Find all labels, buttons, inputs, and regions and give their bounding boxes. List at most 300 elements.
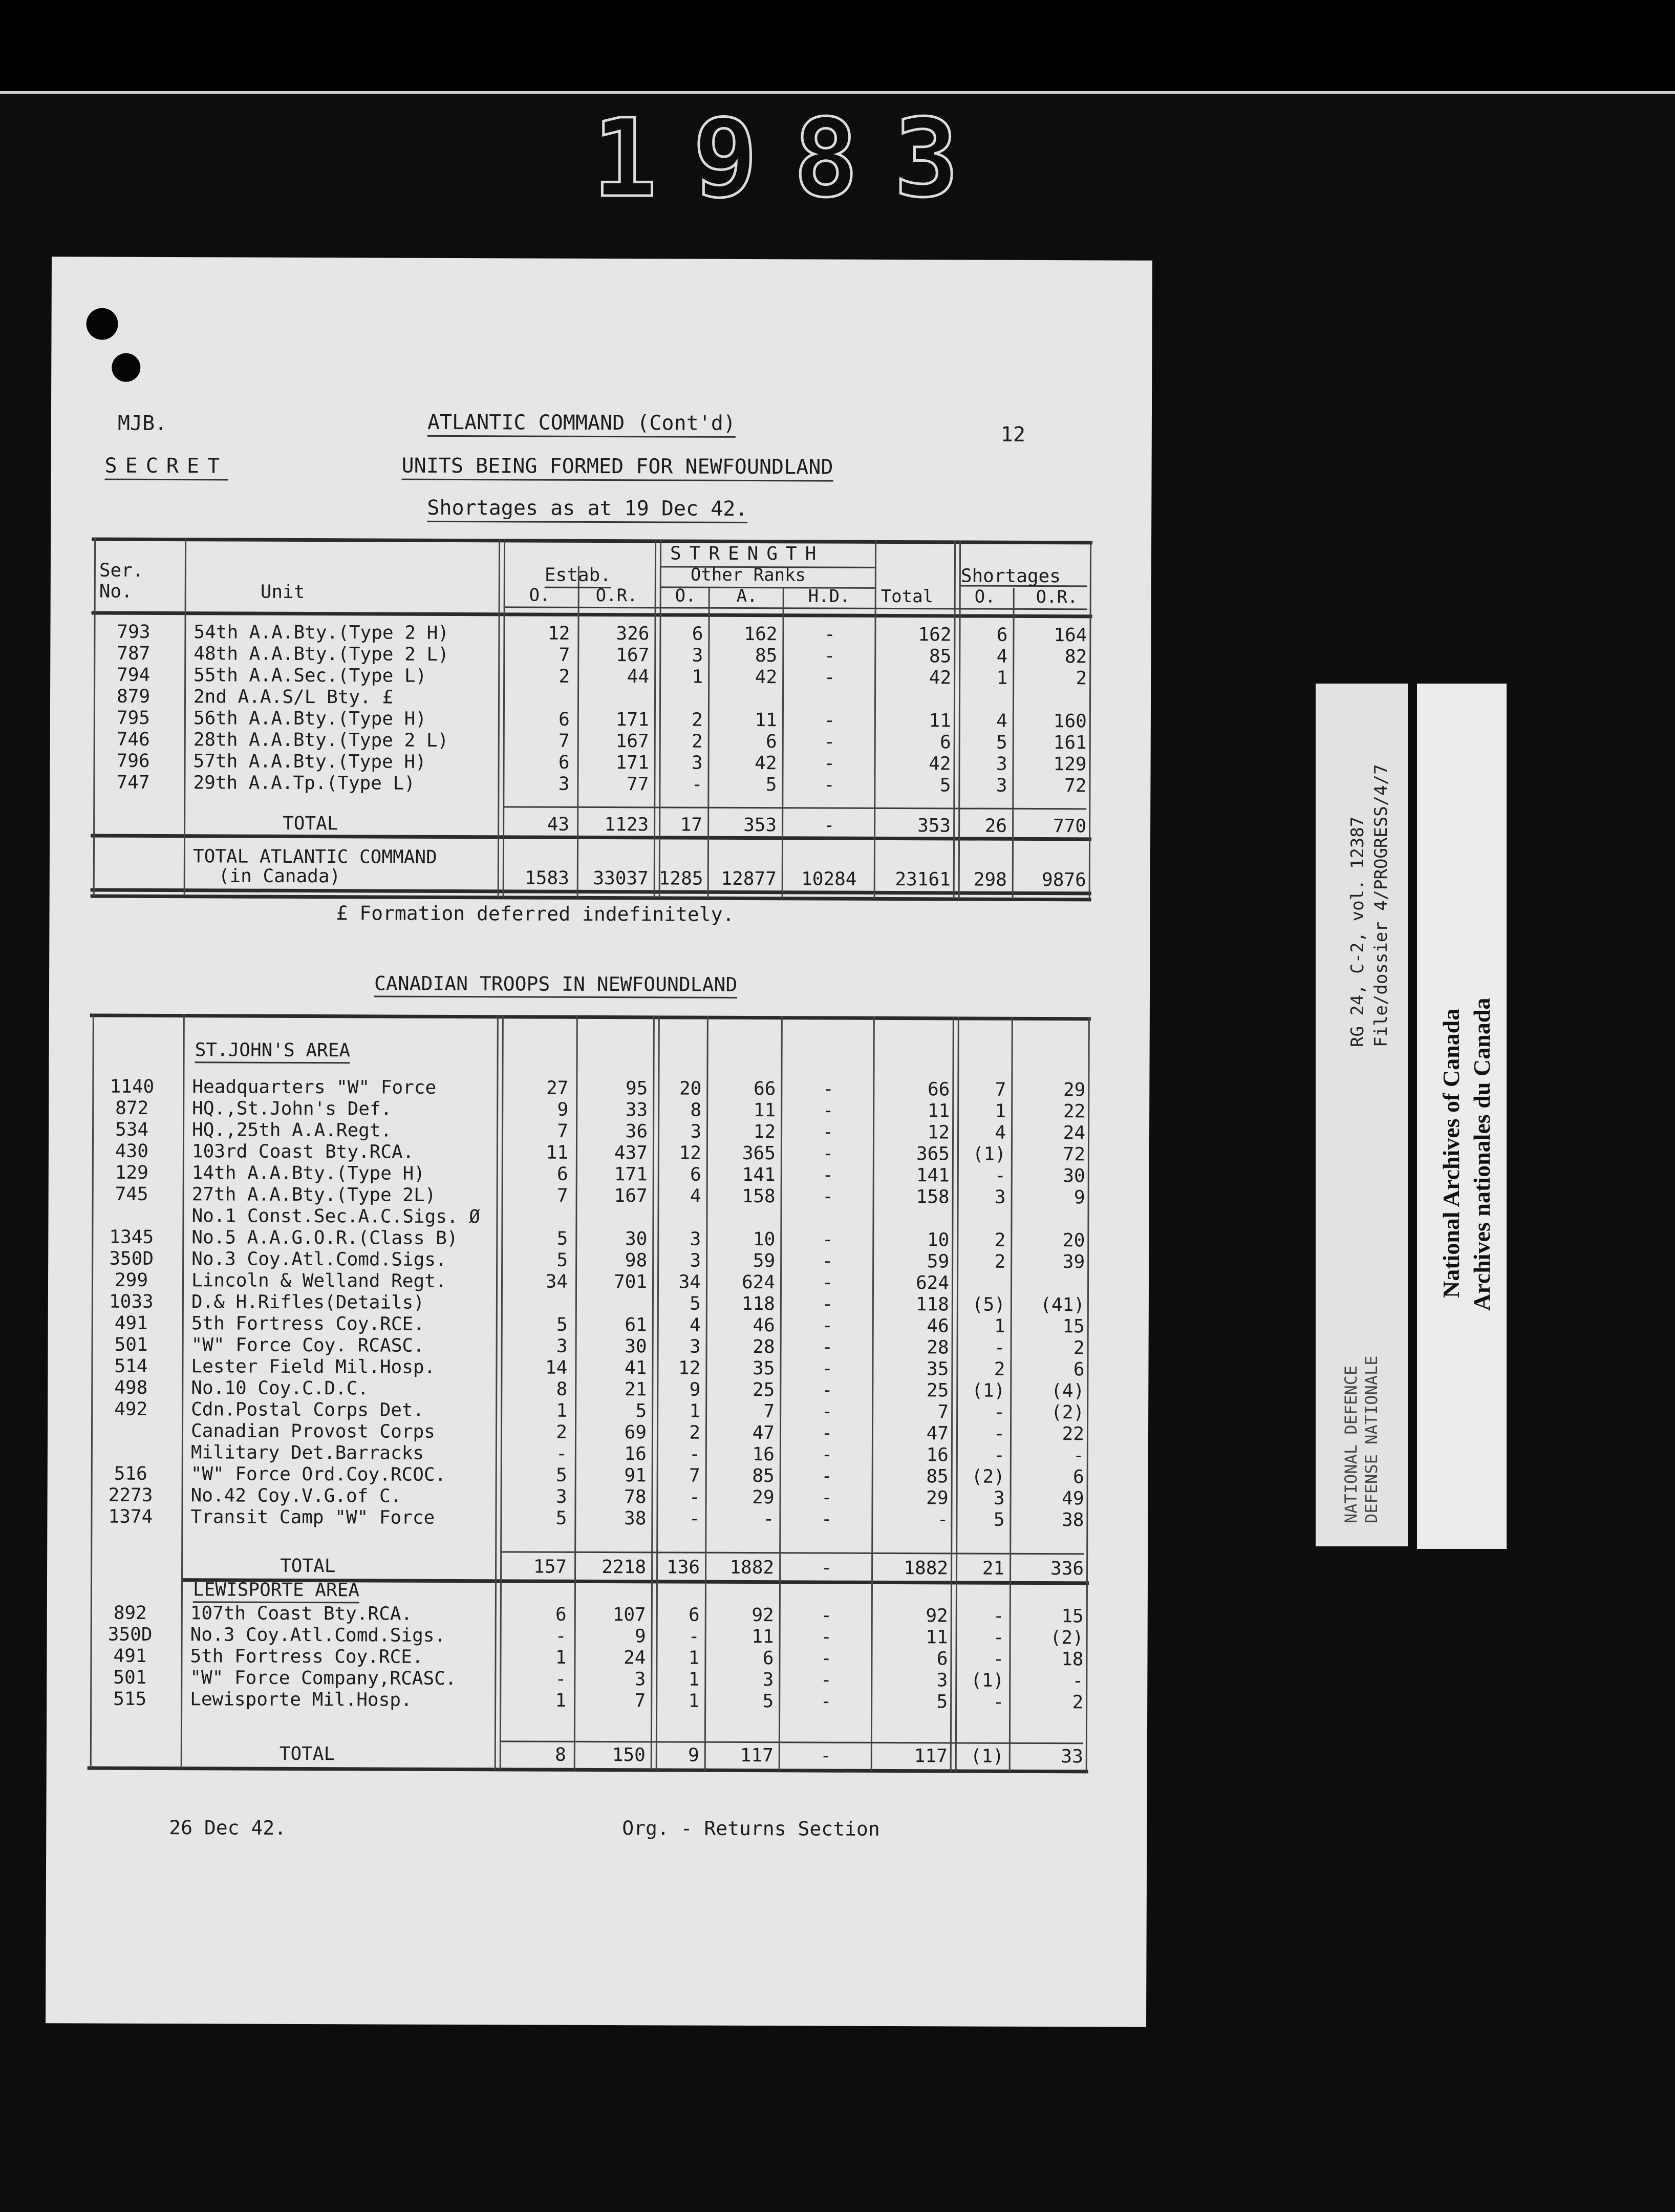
table-row (50, 707, 1151, 733)
archives-canada-label (1417, 684, 1507, 1549)
archive-ref-file: File/dossier 4/PROGRESS/4/7 (1371, 764, 1391, 1047)
cell-sa: 11 (751, 1626, 774, 1648)
cell-unit: Canadian Provost Corps (190, 1420, 435, 1442)
cell-eor: 44 (627, 666, 650, 688)
lewisporte-total-row (47, 1742, 1147, 1768)
cell-ser: 498 (114, 1377, 148, 1398)
table-row (49, 1162, 1149, 1187)
cell-shd: - (821, 1379, 833, 1401)
cell-unit: No.10 Coy.C.D.C. (191, 1377, 369, 1399)
cell-unit: "W" Force Ord.Coy.RCOC. (190, 1463, 446, 1485)
table-row (50, 643, 1151, 668)
cell-tot: 5 (936, 1691, 948, 1713)
cell-sho: - (994, 1337, 1005, 1358)
cell-shr: 9876 (1042, 869, 1086, 891)
section-title-canadian-troops: CANADIAN TROOPS IN NEWFOUNDLAND (374, 972, 737, 998)
cell-eor: 41 (625, 1357, 647, 1379)
table-row (50, 621, 1151, 647)
cell-shr: 160 (1053, 711, 1087, 732)
cell-tot: 6 (936, 1648, 948, 1670)
cell-unit: No.3 Coy.Atl.Comd.Sigs. (191, 1248, 447, 1270)
cell-sho: (1) (972, 1380, 1005, 1401)
table-row (48, 1484, 1148, 1510)
cell-so: 17 (680, 814, 703, 836)
cell-eor: 167 (615, 731, 649, 752)
cell-shd: - (822, 1250, 833, 1272)
cell-shr: 24 (1063, 1122, 1086, 1144)
col-ser-line2: No. (99, 581, 133, 602)
cell-so: 2 (692, 709, 703, 731)
cell-eo: 6 (559, 709, 570, 730)
cell-shd: - (821, 1401, 833, 1422)
cell-unit: Cdn.Postal Corps Det. (191, 1399, 424, 1421)
cell-ser: 1345 (109, 1226, 154, 1248)
cell-unit: 5th Fortress Coy.RCE. (191, 1313, 424, 1335)
col-unit: Unit (260, 581, 305, 603)
cell-so: 8 (690, 1099, 702, 1121)
cell-eor: 171 (615, 709, 649, 731)
table-row (49, 1097, 1149, 1123)
cell-so: 1 (692, 666, 703, 688)
cell-eor: 30 (625, 1336, 647, 1357)
cell-shd: - (822, 1186, 834, 1207)
cell-shr: 38 (1061, 1509, 1084, 1531)
cell-tot: 85 (929, 646, 952, 667)
cell-so: 3 (692, 645, 703, 666)
cell-unit: Headquarters "W" Force (192, 1076, 437, 1098)
cell-sa: 35 (753, 1358, 775, 1379)
table-row (48, 1355, 1148, 1381)
cell-sho: 3 (996, 775, 1007, 796)
cell-ser: 515 (113, 1688, 147, 1710)
cell-ser: 872 (115, 1097, 149, 1119)
col-strength-o: O. (675, 585, 696, 606)
cell-so: 4 (689, 1314, 701, 1336)
cell-sa: 47 (752, 1422, 775, 1444)
table-row (48, 1441, 1148, 1467)
cell-unit: 29th A.A.Tp.(Type L) (193, 772, 415, 794)
cell-eo: - (555, 1668, 567, 1690)
cell-eor: 3 (634, 1669, 646, 1690)
cell-tot: 85 (926, 1466, 949, 1487)
cell-so: 1 (688, 1690, 700, 1712)
col-strength-hd: H.D. (808, 586, 850, 607)
cell-ser: 879 (116, 686, 151, 707)
cell-shr: 18 (1061, 1649, 1084, 1670)
cell-eo: 34 (545, 1271, 568, 1292)
cell-shd: - (824, 710, 835, 731)
table-row (48, 1334, 1149, 1359)
cell-so: 5 (690, 1293, 701, 1314)
total-label: TOTAL (279, 1743, 335, 1765)
cell-shd: - (822, 1164, 834, 1186)
cell-unit: 56th A.A.Bty.(Type H) (193, 708, 427, 730)
cell-sho: 1 (996, 667, 1008, 689)
table-row (48, 1248, 1149, 1273)
film-edge-line (0, 91, 1675, 94)
cell-so: 20 (679, 1078, 702, 1099)
document-subtitle: UNITS BEING FORMED FOR NEWFOUNDLAND (402, 454, 833, 482)
cell-eor: 33037 (593, 867, 649, 889)
cell-eor: 77 (627, 774, 649, 795)
page-number: 12 (1000, 422, 1026, 446)
table-row (48, 1377, 1148, 1402)
cell-sho: 4 (996, 710, 1007, 732)
cell-sa: 59 (753, 1250, 776, 1272)
cell-tot: 3 (936, 1670, 948, 1691)
cell-sho: 7 (995, 1079, 1006, 1100)
cell-sa: 11 (753, 1100, 776, 1121)
cell-unit: 107th Coast Bty.RCA. (190, 1603, 413, 1625)
cell-unit: 27th A.A.Bty.(Type 2L) (191, 1184, 436, 1206)
cell-tot: 118 (915, 1294, 949, 1315)
cell-sa: 42 (755, 753, 777, 774)
cell-so: 3 (690, 1228, 701, 1250)
cell-shr: 20 (1062, 1230, 1085, 1251)
cell-eo: 7 (558, 730, 570, 752)
cell-eo: 14 (545, 1357, 568, 1378)
cell-shd: - (821, 1444, 833, 1465)
cell-ser: 430 (115, 1140, 149, 1162)
cell-tot: 5 (939, 775, 951, 796)
cell-sho: 6 (996, 624, 1008, 646)
cell-eo: 5 (556, 1249, 568, 1271)
cell-ser: 492 (114, 1398, 148, 1420)
cell-sa: - (763, 1508, 775, 1530)
cell-eor: 171 (615, 752, 649, 774)
cell-tot: 16 (926, 1444, 949, 1466)
dept-english: NATIONAL DEFENCE (1341, 1365, 1361, 1523)
total-label: TOTAL (280, 1555, 336, 1577)
cell-ser: 794 (117, 664, 151, 686)
col-total: Total (881, 586, 934, 607)
cell-sho: 3 (996, 753, 1007, 775)
cell-so: 136 (666, 1557, 700, 1578)
cell-so: 12 (678, 1357, 701, 1379)
table-row (49, 1183, 1149, 1209)
table-row (50, 772, 1150, 797)
cell-tot: 10 (927, 1229, 950, 1251)
cell-eor: 24 (624, 1647, 646, 1669)
cell-eor: 5 (635, 1400, 647, 1422)
cell-so: 2 (691, 731, 703, 752)
cell-sho: 5 (996, 732, 1007, 753)
cell-sa: 85 (752, 1465, 775, 1487)
cell-eor: 33 (625, 1099, 648, 1121)
cell-tot: 12 (927, 1122, 950, 1143)
cell-shd: - (822, 1143, 834, 1164)
cell-shr: 22 (1062, 1423, 1085, 1445)
cell-sho: 5 (993, 1509, 1005, 1530)
cell-sa: 10 (753, 1229, 776, 1250)
cell-unit: 2nd A.A.S/L Bty. £ (193, 686, 394, 708)
col-ser-line1: Ser. (99, 560, 144, 581)
cell-ser: 1374 (108, 1506, 153, 1527)
cell-eor: 437 (614, 1142, 648, 1164)
cell-eo: 1 (555, 1690, 567, 1711)
cell-eo: 8 (555, 1744, 566, 1766)
cell-eo: 12 (548, 623, 570, 644)
col-estab: Estab. (545, 565, 611, 588)
cell-ser: 746 (116, 729, 150, 750)
table-row (48, 1420, 1148, 1445)
cell-shr: 6 (1072, 1466, 1084, 1488)
cell-so: 9 (689, 1379, 701, 1400)
cell-sa: 1882 (729, 1557, 775, 1579)
col-estab-or: O.R. (595, 585, 638, 606)
cell-shd (786, 1207, 870, 1208)
table-row (47, 1506, 1148, 1532)
cell-shr: 336 (1050, 1558, 1084, 1580)
col-strength: STRENGTH (670, 543, 825, 565)
punch-hole-bottom (112, 353, 140, 382)
cell-eo: - (556, 1443, 567, 1464)
cell-eo: - (555, 1625, 567, 1647)
cell-eo: 1 (555, 1647, 567, 1668)
cell-shr: 30 (1063, 1165, 1085, 1187)
cell-shd: - (824, 731, 835, 753)
cell-shr: 15 (1062, 1316, 1085, 1337)
cell-unit: 28th A.A.Bty.(Type 2 L) (193, 729, 449, 751)
cell-sho: (1) (970, 1746, 1004, 1767)
col-strength-a: A. (736, 585, 758, 607)
cell-tot: 47 (926, 1423, 949, 1444)
cell-eo: 3 (556, 1335, 568, 1357)
cell-ser: 501 (113, 1667, 147, 1688)
cell-sho: (1) (971, 1670, 1004, 1691)
document-title: ATLANTIC COMMAND (Cont'd) (427, 411, 736, 438)
cell-so: 3 (689, 1336, 701, 1357)
cell-so: 7 (689, 1465, 700, 1486)
cell-shd: - (821, 1422, 833, 1444)
shortages-date: Shortages as at 19 Dec 42. (427, 496, 747, 523)
cell-tot: 46 (927, 1315, 949, 1337)
cell-shr: 72 (1064, 775, 1087, 797)
cell-shr: 29 (1063, 1079, 1086, 1101)
table-row (49, 1140, 1149, 1166)
cell-so: 1285 (658, 868, 703, 889)
cell-tot: 42 (929, 667, 952, 689)
col-shortages: Shortages (960, 565, 1061, 587)
cell-sho: (1) (972, 1143, 1006, 1165)
cell-shd: - (820, 1669, 832, 1691)
cell-ser: 2273 (108, 1484, 153, 1506)
cell-sho: 4 (995, 1122, 1006, 1143)
cell-unit: 103rd Coast Bty.RCA. (191, 1141, 414, 1163)
col-short-o: O. (974, 586, 996, 607)
total-label: TOTAL (283, 813, 338, 835)
cell-eor: 171 (614, 1164, 648, 1185)
table-row (50, 729, 1151, 754)
archive-reference-label (1316, 684, 1408, 1546)
cell-shd: - (821, 1465, 833, 1487)
cell-so: 1 (688, 1647, 700, 1669)
cell-so: 34 (678, 1271, 701, 1293)
cell-sa: 118 (741, 1293, 775, 1315)
cell-tot: 353 (917, 815, 951, 837)
cell-sa: 28 (753, 1336, 775, 1358)
cell-eo: 27 (546, 1077, 569, 1099)
cell-unit: Lewisporte Mil.Hosp. (190, 1689, 412, 1711)
cell-shr: (2) (1050, 1627, 1084, 1649)
cell-tot: 35 (927, 1358, 949, 1380)
cell-shd: - (821, 1487, 832, 1508)
cell-sa: 92 (751, 1605, 774, 1626)
cell-shr: 164 (1054, 625, 1087, 646)
cell-shd: - (824, 667, 835, 688)
cell-ser: 534 (115, 1119, 149, 1140)
table-row (47, 1624, 1148, 1649)
lewisporte-area-title: LEWISPORTE AREA (193, 1579, 359, 1603)
cell-eo: 1 (556, 1400, 568, 1421)
cell-shr: 2 (1072, 1692, 1084, 1713)
cell-shr: 6 (1073, 1359, 1085, 1380)
cell-eor: 95 (625, 1078, 648, 1099)
cell-shr: 39 (1062, 1251, 1085, 1273)
cell-ser: 795 (116, 707, 150, 729)
cell-eor: 7 (634, 1690, 646, 1712)
cell-eo: 9 (557, 1099, 569, 1120)
cell-tot: 158 (916, 1186, 950, 1208)
cell-eo: 1583 (525, 867, 569, 889)
cell-tot: 11 (929, 710, 951, 732)
cell-sa: 5 (762, 1691, 774, 1712)
cell-ser: 787 (117, 643, 151, 664)
archives-french: Archives nationales du Canada (1469, 997, 1495, 1311)
cell-eor: 326 (616, 623, 650, 645)
cell-sho: 4 (996, 646, 1008, 667)
cell-shr: 770 (1053, 816, 1087, 837)
cell-shr: - (1072, 1670, 1084, 1692)
cell-shd: 10284 (801, 868, 857, 890)
cell-shd: - (822, 1229, 833, 1250)
cell-eor: 98 (625, 1250, 648, 1271)
cell-shr: 15 (1061, 1606, 1084, 1627)
cell-sho: 21 (982, 1558, 1005, 1579)
cell-ser: 1140 (110, 1076, 155, 1097)
cell-shr: 49 (1062, 1488, 1084, 1509)
cell-sa: 6 (762, 1648, 774, 1669)
cell-eo: 43 (547, 814, 570, 835)
cell-shd: - (822, 1100, 834, 1121)
table-row (49, 1076, 1149, 1101)
cell-so: - (689, 1508, 700, 1529)
cell-sa: 25 (752, 1379, 775, 1401)
cell-shr: 82 (1064, 646, 1087, 668)
cell-unit: "W" Force Coy. RCASC. (191, 1334, 424, 1356)
cell-sa: 162 (744, 623, 778, 645)
classification: SECRET (105, 454, 228, 481)
cell-sho: 2 (994, 1358, 1005, 1380)
cell-ser: 129 (115, 1162, 148, 1183)
cell-eor: 167 (616, 645, 650, 666)
cell-ser: 796 (116, 750, 150, 772)
cell-sho: (2) (971, 1466, 1005, 1487)
total-atlantic-row (50, 845, 1150, 890)
cell-eor: 107 (612, 1604, 646, 1626)
cell-unit: Lester Field Mil.Hosp. (191, 1356, 436, 1378)
cell-ser: 514 (114, 1355, 148, 1377)
cell-sho: - (994, 1401, 1005, 1423)
archive-ref-volume: RG 24, C-2, vol. 12387 (1347, 816, 1368, 1047)
document-page (46, 257, 1152, 2027)
cell-unit: 14th A.A.Bty.(Type H) (191, 1162, 425, 1184)
cell-so: - (691, 774, 703, 795)
cell-shd: - (823, 815, 835, 836)
cell-shr: 129 (1053, 754, 1087, 775)
footer-section: Org. - Returns Section (622, 1817, 880, 1840)
cell-tot: 624 (915, 1272, 950, 1294)
cell-unit: HQ.,St.John's Def. (192, 1098, 392, 1120)
col-other-ranks: Other Ranks (690, 564, 806, 586)
cell-unit: No.5 A.A.G.O.R.(Class B) (191, 1227, 458, 1249)
table-row (48, 1269, 1149, 1295)
cell-shr: (41) (1040, 1294, 1085, 1316)
cell-sa: 12 (753, 1121, 776, 1143)
cell-shr: 33 (1061, 1746, 1083, 1768)
cell-unit: D.& H.Rifles(Details) (191, 1291, 425, 1313)
cell-shd: - (822, 1358, 833, 1379)
cell-tot: 7 (937, 1401, 949, 1423)
cell-shd: - (824, 645, 835, 667)
table-row (48, 1226, 1149, 1252)
cell-eor: 1123 (604, 814, 649, 836)
cell-ser: 892 (113, 1602, 147, 1624)
cell-sa: 3 (762, 1669, 774, 1691)
cell-eo: 157 (533, 1556, 567, 1578)
cell-sho: 3 (994, 1186, 1006, 1208)
cell-eor: 30 (625, 1228, 648, 1250)
cell-unit: 48th A.A.Bty.(Type 2 L) (194, 643, 449, 665)
cell-ser: 350D (109, 1248, 154, 1269)
table-row (48, 1398, 1148, 1424)
cell-ser: 745 (115, 1183, 148, 1205)
table-row (47, 1688, 1147, 1714)
cell-tot: 42 (929, 753, 951, 775)
cell-sho: - (993, 1605, 1004, 1627)
cell-eo: 5 (556, 1314, 568, 1335)
cell-sho: 2 (994, 1251, 1006, 1272)
cell-so: 2 (689, 1422, 701, 1443)
cell-eor: 38 (624, 1508, 647, 1529)
cell-sa: 42 (755, 667, 778, 688)
cell-sa: 141 (742, 1164, 776, 1186)
cell-shr: 22 (1063, 1101, 1086, 1122)
col-estab-o: O. (529, 585, 550, 606)
cell-so: 6 (692, 623, 703, 645)
cell-sa: 16 (752, 1444, 775, 1465)
table-row (49, 1119, 1149, 1144)
cell-sho: 2 (994, 1229, 1006, 1251)
cell-eo: 5 (556, 1228, 568, 1249)
cell-eo: 6 (558, 752, 570, 773)
cell-unit: "W" Force Company,RCASC. (190, 1667, 457, 1690)
cell-eor: 78 (624, 1486, 647, 1508)
cell-unit: HQ.,25th A.A.Regt. (192, 1119, 392, 1141)
cell-shd: - (824, 774, 835, 796)
frame-number: 1983 (592, 96, 995, 221)
cell-so: 3 (691, 752, 703, 774)
table-row (47, 1645, 1147, 1671)
cell-ser: 501 (114, 1334, 148, 1355)
cell-tot: - (937, 1509, 949, 1530)
cell-so: 12 (679, 1142, 701, 1164)
cell-sho: - (993, 1648, 1004, 1670)
cell-unit: Lincoln & Welland Regt. (191, 1270, 447, 1292)
cell-eo: 6 (555, 1604, 567, 1625)
cell-sa: 12877 (721, 868, 777, 890)
cell-shd: - (822, 1078, 834, 1100)
